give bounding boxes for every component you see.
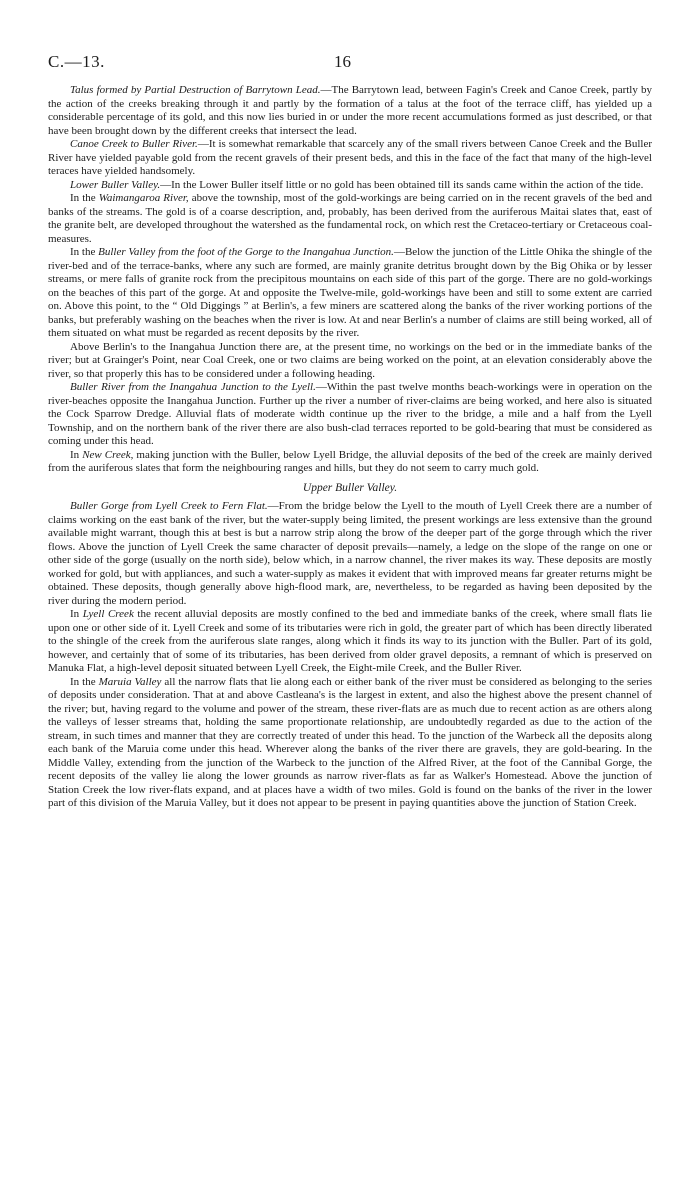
document-reference: C.—13.	[48, 52, 105, 71]
paragraph-lead-italic: Waimangaroa River,	[98, 192, 189, 204]
paragraph-text: the recent alluvial deposits are mostly confined to the bed and immediate banks of the creek, where small flats lie upon one or other side of it. Lyell Creek and some of its tributaries were rich in gold, the greater part of which has been directly liberated to the shingle of the creek from the auriferous slate ranges, along which it finds its way to its junction with the Buller. Part of its gold, however, and certainly that of some of its tributaries, has been derived from older gravel deposits, a remnant of which is preserved on Manuka Flat, a high-level deposit situated between Lyell Creek, the Eight-mile Creek, and the Buller River.	[48, 608, 652, 674]
paragraph-prefix: In the	[70, 246, 99, 258]
paragraph-text: making junction with the Buller, below Lyell Bridge, the alluvial deposits of the bed of the creek are mainly derived from the auriferous slates that form the neighbouring ranges and hills, but they do not seem to carry much gold.	[48, 448, 652, 474]
paragraph	[48, 341, 652, 382]
paragraph-group-lower	[48, 84, 652, 476]
paragraph	[48, 676, 652, 811]
paragraph-text: —It is somewhat remarkable that scarcely any of the small rivers between Canoe Creek and the Buller River have yielded payable gold from the recent gravels of their present beds, and this in the face of the fact that many of the high-level teraces have yielded handsomely.	[48, 138, 652, 177]
paragraph-lead-italic: Maruia Valley	[98, 675, 162, 688]
paragraph	[48, 138, 652, 179]
paragraph-prefix: In the	[70, 192, 99, 204]
page-number: 16	[334, 52, 351, 71]
paragraph	[48, 246, 652, 341]
paragraph-text: —The Barrytown lead, between Fagin's Creek and Canoe Creek, partly by the action of the creeks breaking through it and partly by the formation of a talus at the foot of the terrace cliff, has yielded up a considerable percentage of its gold, and this now lies buried in or under the more recent accumulations formed as just described, or that have been brought down by the different creeks that intersect the lead.	[48, 84, 652, 137]
paragraph	[48, 84, 652, 138]
paragraph-prefix: In	[70, 608, 83, 620]
paragraph-text: Above Berlin's to the Inangahua Junction there are, at the present time, no workings on the bed or in the immediate banks of the river; but at Grainger's Point, near Coal Creek, one or two claims are being worked on the point, at an elevation considerably above the river, so that properly this has to be considered under a following heading.	[48, 340, 652, 380]
section-heading: Upper Buller Valley.	[302, 481, 398, 494]
paragraph-lead-italic: Lower Buller Valley.	[70, 178, 161, 191]
paragraph	[48, 500, 652, 608]
paragraph-lead-italic: Lyell Creek	[82, 608, 134, 620]
paragraph	[48, 381, 652, 449]
paragraph-lead-italic: Buller Gorge from Lyell Creek to Fern Flat.	[70, 500, 268, 512]
paragraph	[48, 449, 652, 476]
body-text	[48, 84, 652, 811]
paragraph-text: all the narrow flats that lie along each or either bank of the river must be considered as belonging to the series of deposits under consideration. That at and above Castleana's is the largest in extent, and also the highest above the present channel of the river; but, having regard to the volume and power of the stream, these river-flats are as much due to recent action as are others along the valleys of lesser streams that, holding the same proportionate relationship, are undoubtedly regarded as due to the action of the stream, in such times and manner that they are correctly treated of under this head. To the junction of the Warbeck all the deposits along each bank of the Maruia come under this head. Wherever along the banks of the river there are gravels, they are gold-bearing. In the Middle Valley, extending from the junction of the Warbeck to the junction of the Alfred River, at the foot of the Cannibal Gorge, the recent deposits of the valley lie along the lower grounds as narrow river-flats as far as Walker's Homestead. Above the junction of Station Creek the low river-flats expand, and at places have a width of two miles. Gold is found on the banks of the river in the lower part of this division of the Maruia Valley, but it does not appear to be present in paying quantities above the junction of Station Creek.	[48, 675, 653, 809]
paragraph-lead-italic: Buller River from the Inangahua Junction to the Lyell.	[70, 381, 316, 393]
paragraph-lead-italic: Buller Valley from the foot of the Gorge to the Inangahua Junction.	[98, 246, 394, 258]
paragraph	[48, 192, 652, 246]
paragraph	[48, 179, 652, 193]
paragraph-text: —In the Lower Buller itself little or no gold has been obtained till its sands came within the action of the tide.	[160, 178, 644, 191]
page-header	[48, 52, 668, 76]
paragraph-text: —Below the junction of the Little Ohika the shingle of the river-bed and of the terrace-banks, where any such are formed, are mainly granite detritus brought down by the Big Ohika or by lesser streams, or mere falls of granite rock from the precipitous mountains on each side of this part of the gorge. There are no gold-workings on the beaches of this part of the gorge. At and opposite the Twelve-mile, gold-workings have been and still to some extent are carried on. Above this point, to the “ Old Diggings ” at Berlin's, a few miners are scattered along the banks of the river working portions of the banks, but preferably washing on the beaches when the river is low. At and near Berlin's a number of claims are still being worked, all of them situated on what must be regarded as recent deposits by the river.	[48, 246, 652, 339]
paragraph-lead-italic: Canoe Creek to Buller River.	[70, 138, 198, 150]
paragraph-text: above the township, most of the gold-workings are being carried on in the recent gravels of the bed and banks of the streams. The gold is of a coarse description, and, probably, has been derived from the auriferous Maitai slates that, east of the granite belt, are developed throughout the watershed as the fundamental rock, on which rest the Cretaceo-tertiary or Cretaceous coal-measures.	[48, 192, 652, 245]
paragraph-group-upper	[48, 500, 652, 811]
paragraph-lead-italic: Talus formed by Partial Destruction of Barrytown Lead.	[70, 84, 321, 96]
paragraph-lead-italic: New Creek,	[82, 448, 134, 461]
paragraph-text: —From the bridge below the Lyell to the mouth of Lyell Creek there are a number of claims working on the east bank of the river, but the water-supply being limited, the present workings are less extensive than the ground available might warrant, though this at best is but a narrow strip along the brow of the deeper part of the gorge through which the river flows. Above the junction of Lyell Creek the same character of deposit prevails—namely, a ledge on the slope of the range on one or other side of the gorge (usually on the north side), below which, in a narrow channel, the river makes its way. These deposits are mostly worked for gold, but with appliances, and such a water-supply as makes it evident that with improved means far greater returns might be obtained. These deposits, though generally above high-flood mark, are, nevertheless, to be regarded as having been deposited by the river during the modern period.	[48, 500, 653, 607]
paragraph-text: —Within the past twelve months beach-workings were in operation on the river-beaches opposite the Inangahua Junction. Further up the river a number of river-claims are being worked, and here also is situated the Cock Sparrow Dredge. Alluvial flats of moderate width continue up the river to the bridge, a mile and a half from the Lyell Township, and on the northern bank of the river there are also bush-clad terraces reported to be gold-bearing that must be considered as coming under this head.	[48, 381, 652, 447]
paragraph-prefix: In the	[70, 675, 99, 688]
paragraph-prefix: In	[70, 448, 83, 461]
paragraph	[48, 608, 652, 676]
